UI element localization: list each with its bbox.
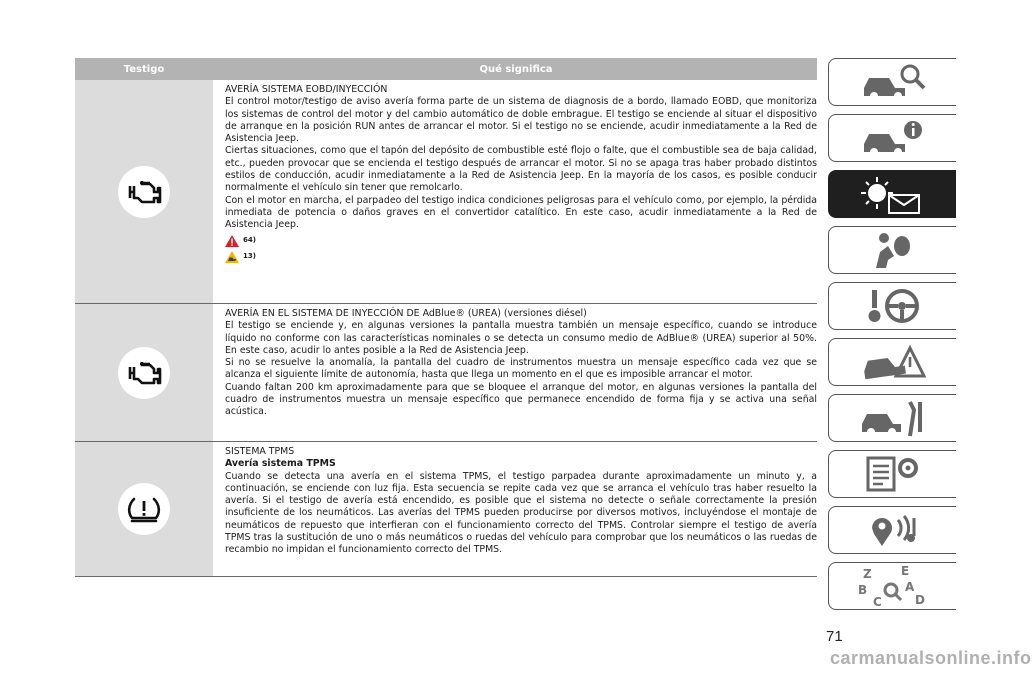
svg-text:C: C — [872, 595, 882, 609]
svg-text:Z: Z — [862, 567, 872, 581]
tab-emergency[interactable] — [828, 338, 956, 386]
table-row — [75, 442, 817, 577]
paragraph: Si no se resuelve la anomalía, la pantalla del cuadro de instrumentos muestra un mensaje específico cada vez que se alcanza el siguiente límite de autonomía, hasta que llega un momento en el que es imposible arrancar el motor. — [225, 357, 817, 381]
description-cell — [213, 80, 817, 303]
specs-gear-icon — [858, 454, 928, 494]
warning-light-message-icon — [853, 173, 933, 215]
tab-getting-to-know[interactable] — [828, 58, 956, 106]
engine-check-icon — [116, 345, 172, 401]
danger-triangle-icon — [225, 235, 239, 247]
table-row — [75, 304, 817, 442]
description-cell — [213, 442, 817, 576]
table-row — [75, 80, 817, 304]
tab-warning-lights[interactable] — [828, 170, 956, 218]
icon-cell — [75, 442, 213, 576]
car-warning-icon — [858, 342, 928, 382]
tab-technical-data[interactable] — [828, 450, 956, 498]
tab-servicing[interactable] — [828, 394, 956, 442]
paragraph: Con el motor en marcha, el parpadeo del testigo indica condiciones peligrosas para el vehículo como, por ejemplo, la pérdida inmediata de potencia o daños graves en el convertidor catalítico. En este caso, acudir inmediatamente a la Red de Asistencia Jeep. — [225, 194, 817, 231]
danger-reference — [225, 234, 817, 248]
header-que-significa: Qué significa — [479, 63, 553, 75]
caution-triangle-icon — [225, 251, 239, 263]
row-title: AVERÍA SISTEMA EOBD/INYECCIÓN — [225, 84, 388, 95]
tab-index[interactable] — [828, 562, 956, 610]
svg-text:D: D — [914, 593, 925, 607]
tpms-icon — [116, 481, 172, 537]
car-tools-icon — [858, 398, 928, 438]
row-title: SISTEMA TPMS — [225, 446, 295, 457]
page-number: 71 — [826, 628, 843, 645]
warning-lights-table — [75, 58, 817, 577]
multimedia-icon — [858, 510, 928, 550]
description-cell — [213, 304, 817, 441]
car-info-icon — [858, 118, 928, 158]
paragraph: Ciertas situaciones, como que el tapón del depósito de combustible esté flojo o falte, que el combustible sea de baja calidad, etc., pueden provocar que se encienda el testigo después de arrancar el motor. Si no se apaga tras haber probado distintos estilos de conducción, acudir inmediatamente a la Red de Asistencia Jeep. En la mayoría de los casos, es posible conducir normalmente el vehículo sin tener que remolcarlo. — [225, 145, 817, 194]
paragraph: El control motor/testigo de aviso avería forma parte de un sistema de diagnosis de a bordo, llamado EOBD, que monitoriza los sistemas de control del motor y del cambio automático de doble embrague. El testigo se enciende al situar el dispositivo de arranque en la posición RUN antes de arrancar el motor. Si el testigo no se enciende, acudir inmediatamente a la Red de Asistencia Jeep. — [225, 96, 817, 145]
airbag-icon — [858, 230, 928, 270]
table-header — [75, 58, 817, 80]
car-search-icon — [858, 62, 928, 102]
icon-cell — [75, 304, 213, 441]
tab-safety[interactable] — [828, 226, 956, 274]
svg-text:E: E — [900, 564, 909, 578]
alphabetic-index-icon — [853, 564, 933, 608]
watermark-footer: carmanualsonline.info — [830, 648, 1032, 668]
paragraph: El testigo se enciende y, en algunas versiones la pantalla muestra también un mensaje específico, cuando se introduce líquido no conforme con las características nominales o se detecta un consumo medio de AdBlue® (UREA) superior al 50%. En este caso, acudir lo antes posible a la Red de Asistencia Jeep. — [225, 320, 817, 356]
caution-reference — [225, 250, 817, 264]
reference-number: 13) — [243, 252, 256, 261]
reference-number: 64) — [243, 236, 256, 245]
paragraph: Cuando faltan 200 km aproximadamente para que se bloquee el arranque del motor, en algunas versiones la pantalla del cuadro de instrumentos muestra un mensaje específico que permanece encendido de forma fija y se activa una señal acústica. — [225, 381, 817, 418]
svg-text:B: B — [857, 583, 867, 597]
tab-instrument-panel[interactable] — [828, 114, 956, 162]
engine-check-icon — [116, 164, 172, 220]
paragraph: Cuando se detecta una avería en el sistema TPMS, el testigo parpadea durante aproximadamente un minuto y, a continuación, se enciende con luz fija. Esta secuencia se repite cada vez que se arranca el vehículo tras haber resuelto la avería. Si el testigo de avería está encendido, es posible que el sistema no detecte o señale correctamente la presión insuficiente de los neumáticos. Las averías del TPMS pueden producirse por diversos motivos, incluyéndose el montaje de neumáticos de repuesto que interfieran con el funcionamiento correcto del TPMS. Controlar siempre el testigo de avería TPMS tras la sustitución de uno o más neumáticos o ruedas del vehículo para comprobar que los neumáticos o las ruedas de recambio no impidan el funcionamiento correcto del TPMS. — [225, 470, 817, 556]
svg-text:A: A — [904, 580, 914, 594]
tab-multimedia[interactable] — [828, 506, 956, 554]
header-testigo: Testigo — [123, 63, 165, 75]
row-subtitle: Avería sistema TPMS — [225, 458, 336, 470]
tab-starting-driving[interactable] — [828, 282, 956, 330]
chapter-tabs — [828, 58, 956, 618]
row-title: AVERÍA EN EL SISTEMA DE INYECCIÓN DE AdBlue® (UREA) (versiones diésel) — [225, 308, 587, 319]
icon-cell — [75, 80, 213, 303]
steering-key-icon — [858, 286, 928, 326]
